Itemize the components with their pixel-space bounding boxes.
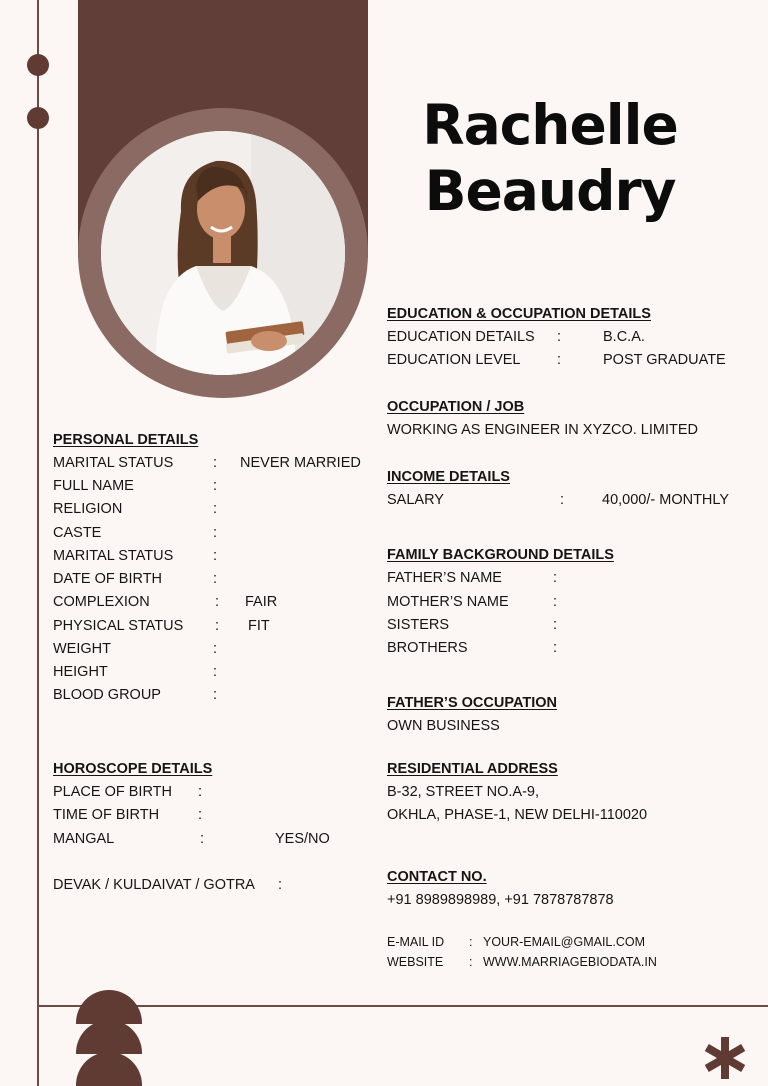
- decor-half-circle-top: [76, 990, 142, 1024]
- separator: :: [560, 492, 565, 508]
- separator: :: [557, 352, 562, 368]
- separator: :: [213, 501, 218, 517]
- father-occupation-text: OWN BUSINESS: [387, 718, 500, 734]
- decor-dot-top: [27, 54, 49, 76]
- separator: :: [213, 664, 218, 680]
- education-value: B.C.A.: [603, 329, 645, 345]
- separator: :: [213, 571, 218, 587]
- address-line-1: B-32, STREET NO.A-9,: [387, 784, 540, 800]
- separator: :: [200, 831, 205, 847]
- separator: :: [213, 525, 218, 541]
- separator: :: [213, 641, 218, 657]
- separator: :: [213, 548, 218, 564]
- address-line-2: OKHLA, PHASE-1, NEW DELHI-110020: [387, 807, 648, 823]
- asterisk-icon: [702, 1035, 748, 1081]
- income-heading: INCOME DETAILS: [387, 469, 510, 485]
- separator: :: [553, 617, 558, 633]
- personal-label: MARITAL STATUS: [53, 455, 174, 471]
- left-border-line: [37, 0, 39, 1086]
- separator: :: [278, 877, 283, 893]
- contact-heading: CONTACT NO.: [387, 869, 487, 885]
- horoscope-label: PLACE OF BIRTH: [53, 784, 172, 800]
- separator: :: [553, 640, 558, 656]
- website-label: WEBSITE: [387, 955, 444, 969]
- horoscope-label: DEVAK / KULDAIVAT / GOTRA: [53, 877, 255, 893]
- name-last: Beaudry: [424, 159, 676, 223]
- personal-label: FULL NAME: [53, 478, 134, 494]
- personal-label: BLOOD GROUP: [53, 687, 161, 703]
- horoscope-heading: HOROSCOPE DETAILS: [53, 761, 213, 777]
- personal-label: PHYSICAL STATUS: [53, 618, 184, 634]
- personal-label: MARITAL STATUS: [53, 548, 174, 564]
- personal-value: NEVER MARRIED: [240, 455, 361, 471]
- personal-value: FIT: [248, 618, 270, 634]
- separator: :: [469, 955, 473, 969]
- education-value: POST GRADUATE: [603, 352, 726, 368]
- separator: :: [469, 935, 473, 949]
- separator: :: [213, 455, 218, 471]
- separator: :: [553, 594, 558, 610]
- occupation-heading: OCCUPATION / JOB: [387, 399, 525, 415]
- separator: :: [215, 618, 220, 634]
- personal-label: HEIGHT: [53, 664, 108, 680]
- bride-name: [405, 92, 695, 224]
- personal-value: FAIR: [245, 594, 278, 610]
- occupation-text: WORKING AS ENGINEER IN XYZCO. LIMITED: [387, 422, 698, 438]
- education-heading: EDUCATION & OCCUPATION DETAILS: [387, 306, 651, 322]
- separator: :: [198, 807, 203, 823]
- profile-photo: [101, 131, 345, 375]
- personal-heading: PERSONAL DETAILS: [53, 432, 199, 448]
- email-label: E-MAIL ID: [387, 935, 445, 949]
- horoscope-label: MANGAL: [53, 831, 115, 847]
- income-label: SALARY: [387, 492, 444, 508]
- decor-half-circle-middle: [76, 1020, 142, 1054]
- bottom-border-line: [37, 1005, 768, 1007]
- income-value: 40,000/- MONTHLY: [602, 492, 730, 508]
- address-heading: RESIDENTIAL ADDRESS: [387, 761, 558, 777]
- family-label: BROTHERS: [387, 640, 468, 656]
- horoscope-label: TIME OF BIRTH: [53, 807, 160, 823]
- family-label: SISTERS: [387, 617, 450, 633]
- personal-label: COMPLEXION: [53, 594, 150, 610]
- decor-dot-bottom: [27, 107, 49, 129]
- horoscope-value: YES/NO: [275, 831, 330, 847]
- separator: :: [557, 329, 562, 345]
- family-heading: FAMILY BACKGROUND DETAILS: [387, 547, 614, 563]
- personal-label: DATE OF BIRTH: [53, 571, 163, 587]
- separator: :: [215, 594, 220, 610]
- separator: :: [213, 478, 218, 494]
- separator: :: [553, 570, 558, 586]
- personal-label: RELIGION: [53, 501, 123, 517]
- decor-half-circle-bottom: [76, 1052, 142, 1086]
- separator: :: [198, 784, 203, 800]
- website-value[interactable]: WWW.MARRIAGEBIODATA.IN: [483, 955, 657, 969]
- father-occupation-heading: FATHER’S OCCUPATION: [387, 695, 557, 711]
- name-first: Rachelle: [422, 93, 678, 157]
- contact-phones: +91 8989898989, +91 7878787878: [387, 892, 614, 908]
- separator: :: [213, 687, 218, 703]
- education-label: EDUCATION DETAILS: [387, 329, 535, 345]
- family-label: MOTHER’S NAME: [387, 594, 509, 610]
- email-value[interactable]: YOUR-EMAIL@GMAIL.COM: [483, 935, 646, 949]
- education-label: EDUCATION LEVEL: [387, 352, 521, 368]
- personal-label: CASTE: [53, 525, 102, 541]
- family-label: FATHER’S NAME: [387, 570, 502, 586]
- personal-label: WEIGHT: [53, 641, 111, 657]
